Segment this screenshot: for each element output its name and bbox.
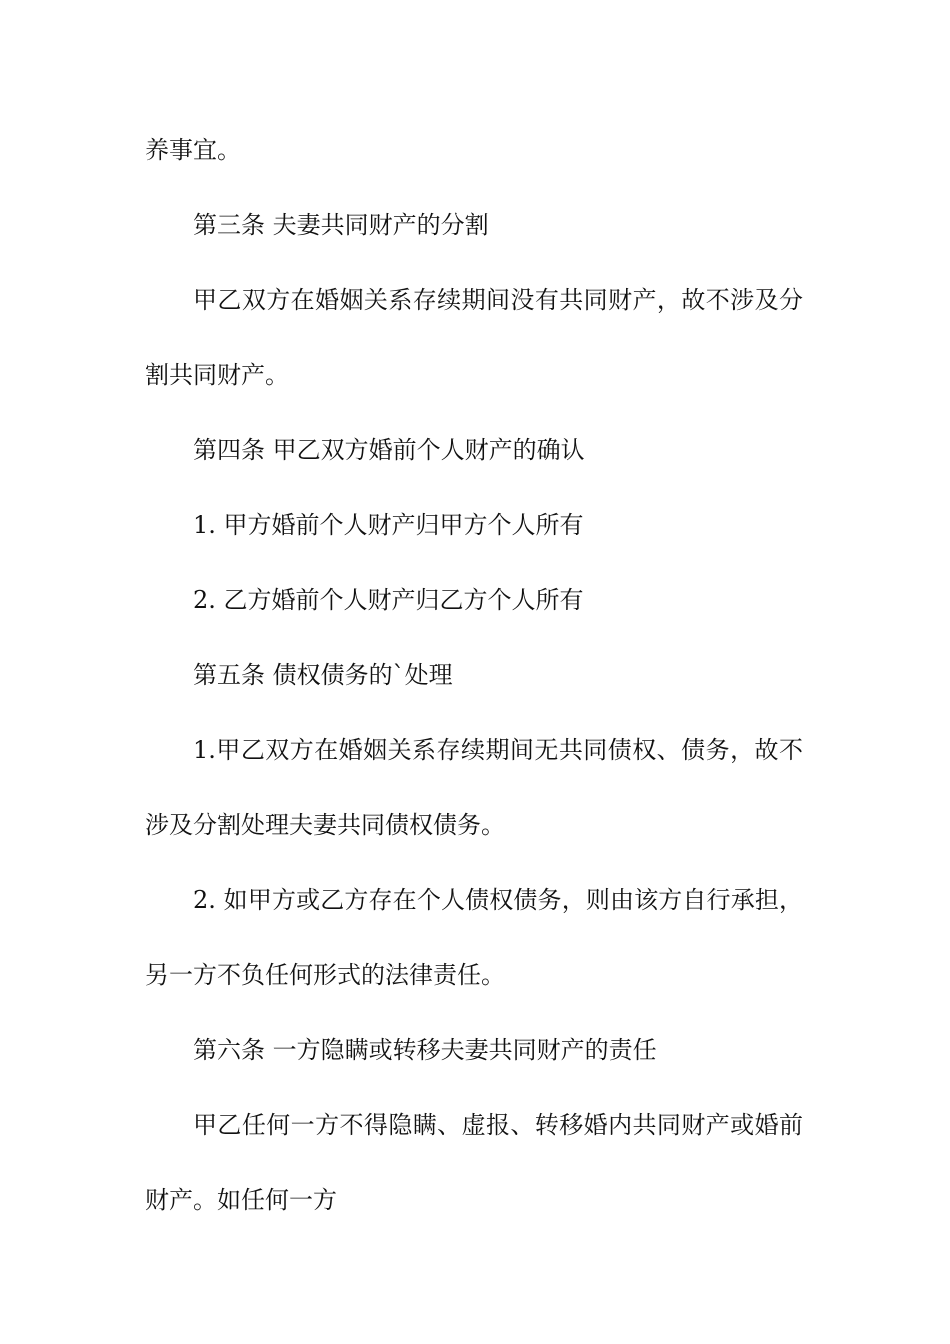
article-6-heading: 第六条 一方隐瞒或转移夫妻共同财产的责任 [193, 1036, 657, 1064]
paragraph-line-1: 养事宜。 [145, 136, 241, 164]
paragraph-line-3: 甲乙双方在婚姻关系存续期间没有共同财产，故不涉及分 [193, 286, 803, 314]
article-4-heading: 第四条 甲乙双方婚前个人财产的确认 [193, 436, 585, 464]
paragraph-line-12: 另一方不负任何形式的法律责任。 [145, 961, 505, 989]
paragraph-line-15: 财产。如任何一方 [145, 1186, 337, 1214]
list-item-2: 2. 乙方婚前个人财产归乙方个人所有 [193, 586, 584, 614]
paragraph-line-9: 1.甲乙双方在婚姻关系存续期间无共同债权、债务，故不 [193, 736, 803, 764]
list-item-1: 1. 甲方婚前个人财产归甲方个人所有 [193, 511, 584, 539]
article-5-heading: 第五条 债权债务的`处理 [193, 661, 453, 689]
article-3-heading: 第三条 夫妻共同财产的分割 [193, 211, 489, 239]
paragraph-line-4: 割共同财产。 [145, 361, 289, 389]
paragraph-line-14: 甲乙任何一方不得隐瞒、虚报、转移婚内共同财产或婚前 [193, 1111, 803, 1139]
paragraph-line-11: 2. 如甲方或乙方存在个人债权债务，则由该方自行承担， [193, 886, 803, 914]
paragraph-line-10: 涉及分割处理夫妻共同债权债务。 [145, 811, 505, 839]
